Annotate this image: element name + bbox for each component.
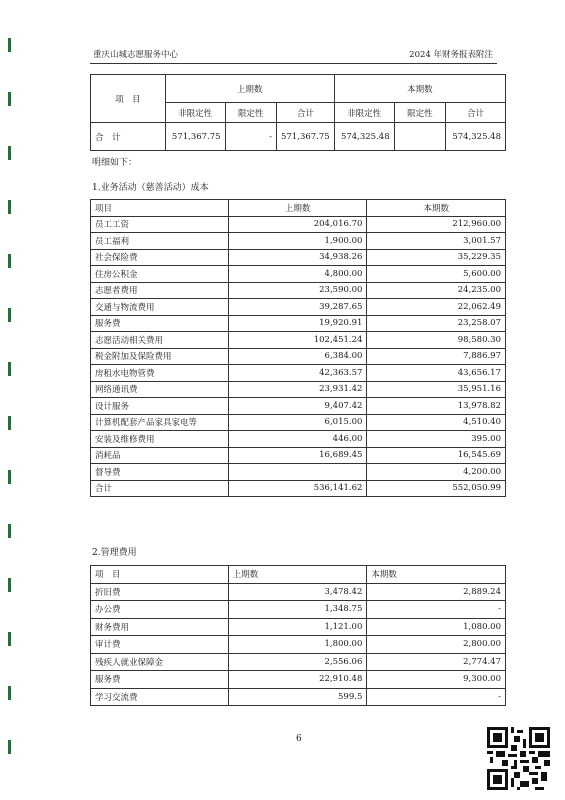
row-label: 残疾人就业保障金 bbox=[91, 653, 229, 671]
table-row bbox=[91, 653, 506, 671]
table-header-row bbox=[91, 566, 506, 584]
binder-mark bbox=[8, 524, 11, 538]
prev-value: 536,141.62 bbox=[228, 480, 367, 497]
section2-title: 2.管理费用 bbox=[92, 548, 137, 558]
prev-value: 39,287.65 bbox=[228, 299, 367, 316]
binder-mark bbox=[8, 686, 11, 700]
admin-expense-table bbox=[90, 565, 506, 706]
curr-value: 24,235.00 bbox=[367, 282, 506, 299]
curr-value: 7,886.97 bbox=[367, 348, 506, 365]
summary-total-row bbox=[91, 123, 506, 151]
table-row bbox=[91, 601, 506, 619]
row-label: 服务费 bbox=[91, 315, 229, 332]
curr-value: - bbox=[367, 601, 506, 619]
prev-value: 34,938.26 bbox=[228, 249, 367, 266]
binder-mark bbox=[8, 308, 11, 322]
column-header: 本期数 bbox=[367, 566, 506, 584]
prev-value: 599.5 bbox=[228, 688, 367, 706]
table-row bbox=[91, 464, 506, 481]
prev-unrestricted-value: 571,367.75 bbox=[165, 123, 225, 151]
curr-value: 98,580.30 bbox=[367, 332, 506, 349]
table-row bbox=[91, 688, 506, 706]
curr-restricted-value bbox=[394, 123, 445, 151]
qr-code-icon bbox=[487, 727, 550, 790]
row-label: 税金附加及保险费用 bbox=[91, 348, 229, 365]
binder-mark bbox=[8, 254, 11, 268]
row-label: 住房公积金 bbox=[91, 266, 229, 283]
curr-value: 552,050.99 bbox=[367, 480, 506, 497]
curr-unrestricted-value: 574,325.48 bbox=[334, 123, 394, 151]
table-row bbox=[91, 398, 506, 415]
table-row bbox=[91, 583, 506, 601]
row-label: 志愿者费用 bbox=[91, 282, 229, 299]
prev-value: 102,451.24 bbox=[228, 332, 367, 349]
column-header: 上期数 bbox=[228, 200, 367, 217]
prev-period-header: 上期数 bbox=[165, 75, 334, 103]
curr-value: 43,656.17 bbox=[367, 365, 506, 382]
report-title: 2024 年财务报表附注 bbox=[409, 50, 493, 60]
table-row bbox=[91, 216, 506, 233]
table-row bbox=[91, 332, 506, 349]
row-label: 合计 bbox=[91, 480, 229, 497]
column-header: 项目 bbox=[91, 200, 229, 217]
page-number: 6 bbox=[296, 734, 302, 744]
curr-value: 9,300.00 bbox=[367, 671, 506, 689]
table-row bbox=[91, 671, 506, 689]
table-row bbox=[91, 431, 506, 448]
curr-value: 3,001.57 bbox=[367, 233, 506, 250]
curr-value: 2,889.24 bbox=[367, 583, 506, 601]
binder-mark bbox=[8, 146, 11, 160]
prev-restricted-header: 限定性 bbox=[225, 103, 276, 123]
row-label: 审计费 bbox=[91, 636, 229, 654]
prev-value: 1,348.75 bbox=[228, 601, 367, 619]
binder-mark bbox=[8, 92, 11, 106]
curr-value: 35,951.16 bbox=[367, 381, 506, 398]
curr-value: 13,978.82 bbox=[367, 398, 506, 415]
row-label: 消耗品 bbox=[91, 447, 229, 464]
curr-value: 23,258.07 bbox=[367, 315, 506, 332]
row-label: 社会保险费 bbox=[91, 249, 229, 266]
prev-value: 1,121.00 bbox=[228, 618, 367, 636]
row-label: 员工福利 bbox=[91, 233, 229, 250]
prev-value: 42,363.57 bbox=[228, 365, 367, 382]
prev-value: 2,556.06 bbox=[228, 653, 367, 671]
table-row bbox=[91, 249, 506, 266]
curr-value: 2,800.00 bbox=[367, 636, 506, 654]
curr-value: 395.00 bbox=[367, 431, 506, 448]
prev-value: 9,407.42 bbox=[228, 398, 367, 415]
prev-value: 3,478.42 bbox=[228, 583, 367, 601]
table-row bbox=[91, 447, 506, 464]
curr-value: 1,080.00 bbox=[367, 618, 506, 636]
prev-restricted-value: - bbox=[225, 123, 276, 151]
curr-value: 212,960.00 bbox=[367, 216, 506, 233]
business-cost-table bbox=[90, 199, 506, 497]
prev-value: 23,931.42 bbox=[228, 381, 367, 398]
row-label: 安装及维修费用 bbox=[91, 431, 229, 448]
curr-value: 16,545.69 bbox=[367, 447, 506, 464]
curr-value: 4,510.40 bbox=[367, 414, 506, 431]
row-label: 服务费 bbox=[91, 671, 229, 689]
prev-value: 22,910.48 bbox=[228, 671, 367, 689]
binder-mark bbox=[8, 362, 11, 376]
table-row bbox=[91, 282, 506, 299]
table-row bbox=[91, 618, 506, 636]
binder-mark bbox=[8, 632, 11, 646]
row-label: 计算机配套产品家具家电等 bbox=[91, 414, 229, 431]
row-label: 学习交流费 bbox=[91, 688, 229, 706]
table-header-row bbox=[91, 200, 506, 217]
binder-mark bbox=[8, 740, 11, 754]
prev-value: 446.00 bbox=[228, 431, 367, 448]
column-header: 本期数 bbox=[367, 200, 506, 217]
summary-header-row bbox=[91, 75, 506, 103]
column-header: 项 目 bbox=[91, 566, 229, 584]
table-row bbox=[91, 299, 506, 316]
prev-value: 4,800.00 bbox=[228, 266, 367, 283]
prev-unrestricted-header: 非限定性 bbox=[165, 103, 225, 123]
curr-total-header: 合计 bbox=[446, 103, 506, 123]
prev-value bbox=[228, 464, 367, 481]
binder-mark bbox=[8, 470, 11, 484]
column-header: 上期数 bbox=[228, 566, 367, 584]
prev-value: 204,016.70 bbox=[228, 216, 367, 233]
prev-value: 23,590.00 bbox=[228, 282, 367, 299]
binder-mark bbox=[8, 200, 11, 214]
prev-value: 1,800.00 bbox=[228, 636, 367, 654]
row-label: 财务费用 bbox=[91, 618, 229, 636]
prev-value: 6,015.00 bbox=[228, 414, 367, 431]
row-label: 设计服务 bbox=[91, 398, 229, 415]
row-label: 督导费 bbox=[91, 464, 229, 481]
total-label: 合 计 bbox=[91, 123, 166, 151]
prev-total-value: 571,367.75 bbox=[277, 123, 335, 151]
row-label: 房租水电物管费 bbox=[91, 365, 229, 382]
row-label: 网络通讯费 bbox=[91, 381, 229, 398]
header-rule bbox=[90, 63, 497, 64]
curr-value: - bbox=[367, 688, 506, 706]
curr-value: 22,062.49 bbox=[367, 299, 506, 316]
item-header: 项 目 bbox=[91, 75, 166, 123]
table-row bbox=[91, 381, 506, 398]
curr-period-header: 本期数 bbox=[334, 75, 505, 103]
prev-value: 1,900.00 bbox=[228, 233, 367, 250]
summary-table bbox=[90, 74, 506, 151]
table-row bbox=[91, 636, 506, 654]
row-label: 折旧费 bbox=[91, 583, 229, 601]
prev-value: 6,384.00 bbox=[228, 348, 367, 365]
curr-total-value: 574,325.48 bbox=[446, 123, 506, 151]
curr-value: 2,774.47 bbox=[367, 653, 506, 671]
binder-mark bbox=[8, 38, 11, 52]
table-row bbox=[91, 233, 506, 250]
binder-mark bbox=[8, 578, 11, 592]
prev-value: 16,689.45 bbox=[228, 447, 367, 464]
curr-restricted-header: 限定性 bbox=[394, 103, 445, 123]
curr-unrestricted-header: 非限定性 bbox=[334, 103, 394, 123]
prev-value: 19,920.91 bbox=[228, 315, 367, 332]
detail-intro: 明细如下： bbox=[92, 158, 138, 168]
org-name: 重庆山城志愿服务中心 bbox=[93, 50, 179, 60]
table-row bbox=[91, 348, 506, 365]
row-label: 员工工资 bbox=[91, 216, 229, 233]
curr-value: 5,600.00 bbox=[367, 266, 506, 283]
prev-total-header: 合计 bbox=[277, 103, 335, 123]
table-row bbox=[91, 414, 506, 431]
curr-value: 35,229.35 bbox=[367, 249, 506, 266]
table-row bbox=[91, 315, 506, 332]
row-label: 办公费 bbox=[91, 601, 229, 619]
binder-mark bbox=[8, 416, 11, 430]
row-label: 志愿活动相关费用 bbox=[91, 332, 229, 349]
table-row bbox=[91, 266, 506, 283]
table-row bbox=[91, 480, 506, 497]
section1-title: 1.业务活动（慈善活动）成本 bbox=[92, 183, 209, 193]
row-label: 交通与物流费用 bbox=[91, 299, 229, 316]
table-row bbox=[91, 365, 506, 382]
curr-value: 4,200.00 bbox=[367, 464, 506, 481]
